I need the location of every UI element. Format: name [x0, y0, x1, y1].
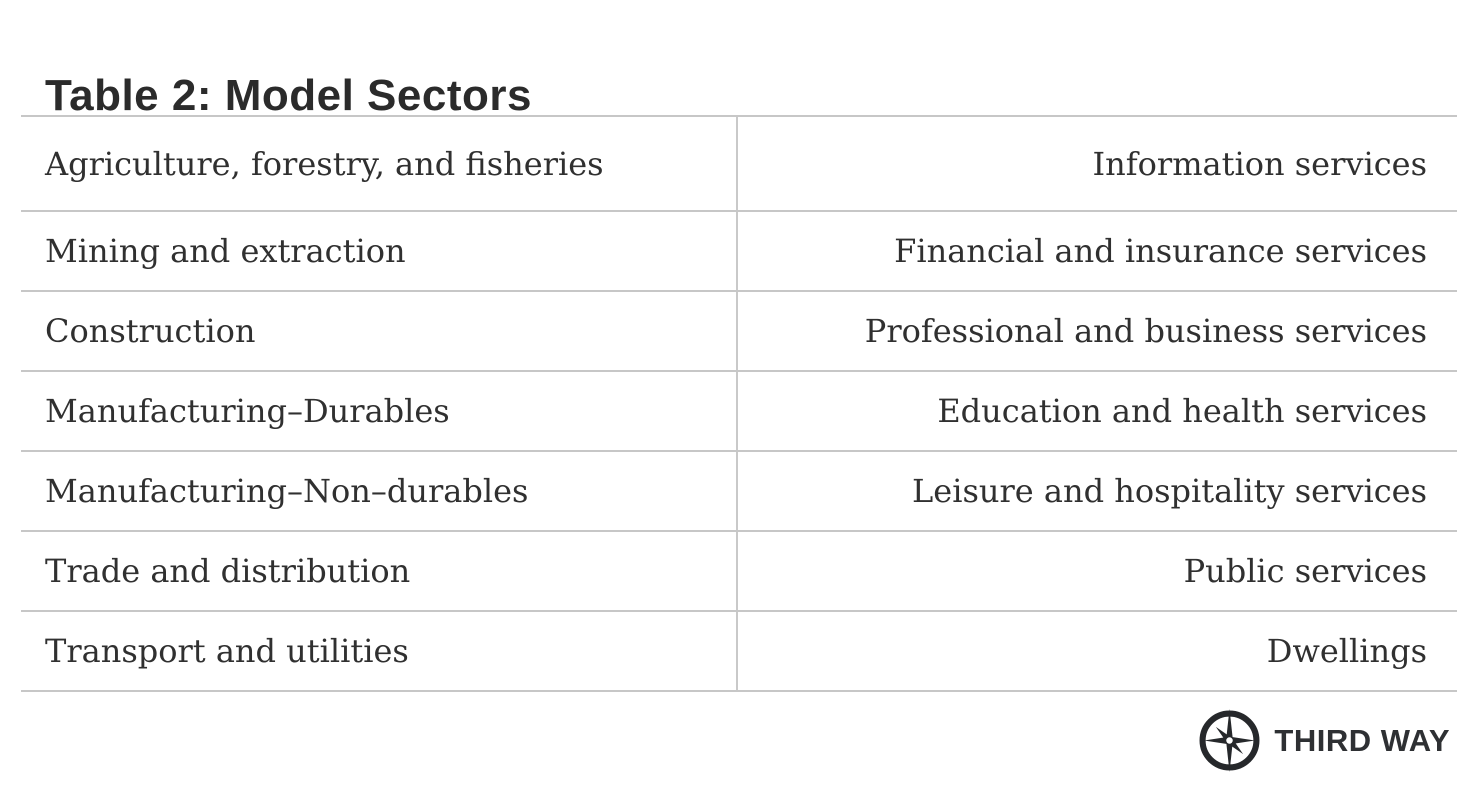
table-row — [21, 532, 1457, 612]
table-title: Table 2: Model Sectors — [45, 71, 532, 121]
table-cell-right: Financial and insurance services — [894, 232, 1427, 270]
table-cell-right: Professional and business services — [864, 312, 1427, 350]
third-way-logo — [1198, 709, 1450, 772]
table-row — [21, 612, 1457, 692]
table-cell-right: Dwellings — [1266, 632, 1427, 670]
brand-wordmark: THIRD WAY — [1274, 722, 1450, 758]
table-row — [21, 292, 1457, 372]
table-cell-right: Leisure and hospitality services — [912, 472, 1427, 510]
table-cell-right: Education and health services — [937, 392, 1427, 430]
table-row — [21, 212, 1457, 292]
table-cell-left: Agriculture, forestry, and fisheries — [21, 117, 738, 210]
table-cell-left: Mining and extraction — [21, 212, 738, 290]
table-cell-left: Manufacturing–Durables — [21, 372, 738, 450]
table-cell-left: Construction — [21, 292, 738, 370]
table-cell-left: Manufacturing–Non–durables — [21, 452, 738, 530]
table-row — [21, 452, 1457, 532]
table-cell-right: Information services — [1092, 144, 1427, 183]
model-sectors-table — [21, 115, 1457, 692]
compass-star-icon — [1198, 709, 1261, 772]
table-row — [21, 117, 1457, 212]
table-row — [21, 372, 1457, 452]
table-cell-right: Public services — [1183, 552, 1427, 590]
table-cell-left: Transport and utilities — [21, 612, 738, 690]
table-cell-left: Trade and distribution — [21, 532, 738, 610]
